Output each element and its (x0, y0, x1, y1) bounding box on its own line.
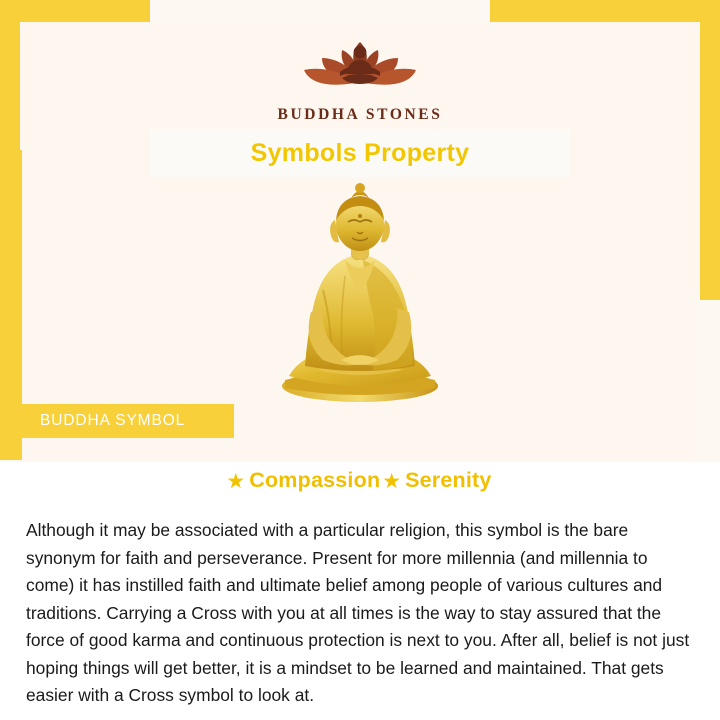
frame-decoration-top-right (490, 0, 720, 22)
symbol-tag-label: BUDDHA SYMBOL (40, 412, 186, 429)
brand-logo (0, 28, 720, 124)
seated-buddha-illustration (245, 180, 475, 415)
keyword-compassion: Compassion (249, 468, 381, 492)
frame-decoration-top-left (0, 0, 150, 22)
page-title: Symbols Property (250, 138, 470, 167)
buddha-illustration (0, 180, 720, 415)
description-paragraph: Although it may be associated with a particular religion, this symbol is the bare synonym for faith and perseverance. Present for more millennia (and millennia to come) it has instilled faith and ultimate belief among people of various cultures and traditions. Carrying a Cross with you at all times is the way to stay assured that the force of good karma and continuous protection is next to you. After all, belief is not just hoping things will get better, it is a mindset to be learned and maintained. That gets easier with a Cross symbol to look at. (26, 520, 690, 706)
star-icon: ★ (226, 470, 246, 493)
page-title-ribbon (150, 129, 570, 177)
keyword-row (0, 468, 720, 494)
star-icon: ★ (382, 470, 402, 493)
symbol-tag (22, 404, 234, 438)
brand-name: BUDDHA STONES (277, 106, 443, 123)
keyword-serenity: Serenity (405, 468, 492, 492)
lotus-meditation-icon (280, 28, 440, 100)
